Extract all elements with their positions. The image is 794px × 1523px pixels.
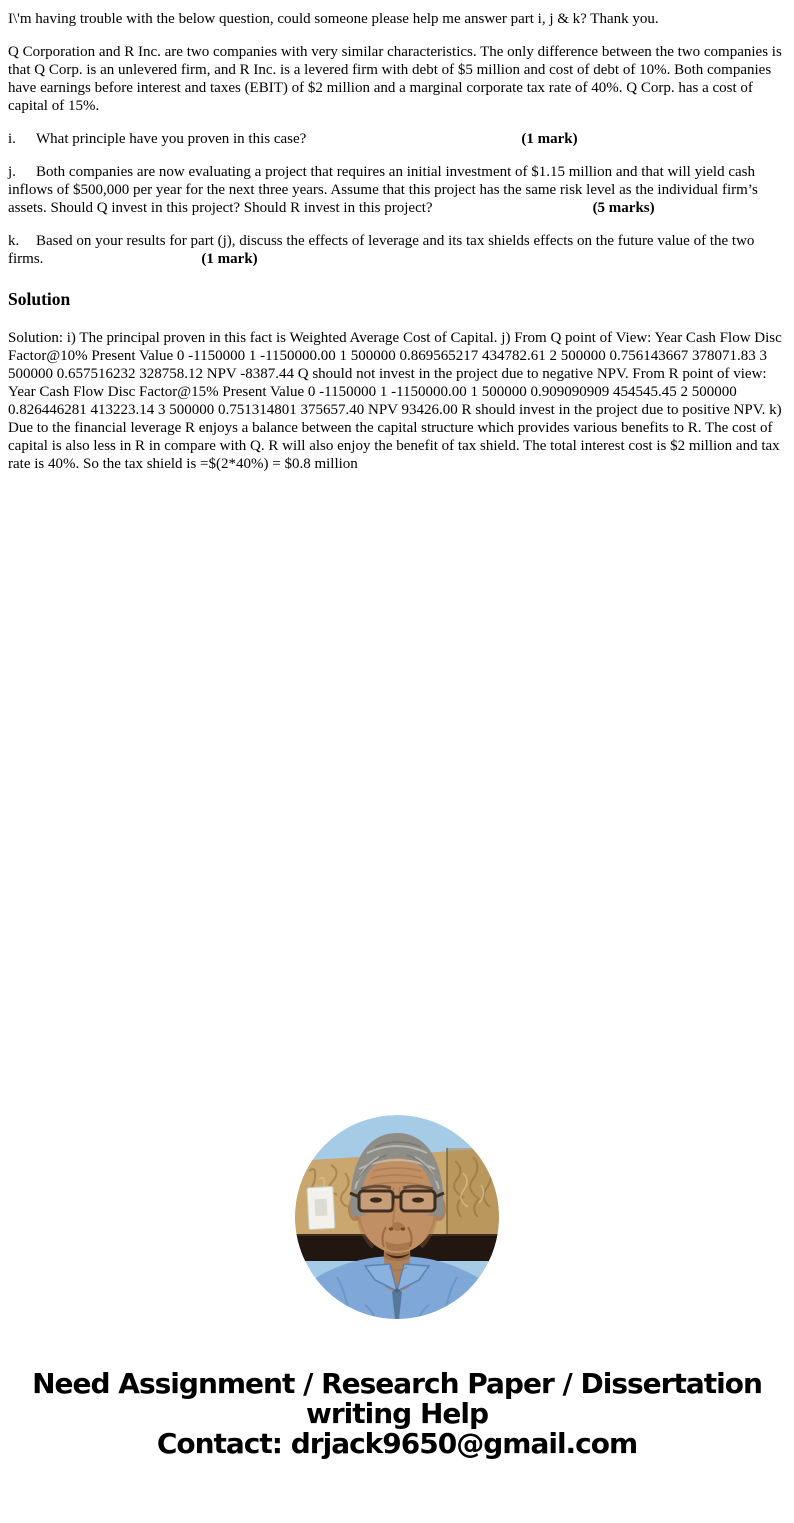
part-k-text: Based on your results for part (j), discuss the effects of leverage and its tax shields effects on the future value of the two firms. xyxy=(8,233,755,267)
part-j-label: j. xyxy=(8,164,16,180)
part-j-text: Both companies are now evaluating a project that requires an initial investment of $1.15 million and that will yield cash inflows of $500,000 per year for the next three years. Assume that this project has the same risk level as the individual firm’s assets. Should Q invest in this project? Should R invest in this project? xyxy=(8,164,758,216)
solution-body: Solution: i) The principal proven in this fact is Weighted Average Cost of Capital. j) From Q point of View: Year Cash Flow Disc Factor@10% Present Value 0 -1150000 1 -1150000.00 1 500000 0.869565217 434782.61 2 500000 0.756143667 378071.83 3 500000 0.657516232 328758.12 NPV -8387.44 Q should not invest in the project due to negative NPV. From R point of view: Year Cash Flow Disc Factor@15% Present Value 0 -1150000 1 -1150000.00 1 500000 0.909090909 454545.45 2 500000 0.826446281 413223.14 3 500000 0.751314801 375657.40 NPV 93426.00 R should invest in the project due to positive NPV. k) Due to the financial leverage R enjoys a balance between the capital structure which provides various benefits to R. The cost of capital is also less in R in compare with Q. R will also enjoy the benefit of tax shield. The total interest cost is $2 million and tax rate is 40%. So the tax shield is =$(2*40%) = $0.8 million xyxy=(8,330,782,472)
photo-switch-plate xyxy=(307,1186,335,1229)
part-i-label: i. xyxy=(8,131,16,147)
part-i-marks: (1 mark) xyxy=(521,131,578,147)
footer-heading-line-1: Need Assignment / Research Paper / Dissertation xyxy=(32,1367,762,1400)
marks-spacer xyxy=(43,262,201,263)
question-part-i xyxy=(8,130,786,148)
solution-heading: Solution xyxy=(8,289,71,309)
part-j-marks: (5 marks) xyxy=(592,200,655,216)
footer xyxy=(0,1369,794,1487)
part-i-text: What principle have you proven in this case? xyxy=(36,131,307,147)
question-part-k xyxy=(8,232,786,268)
profile-photo xyxy=(295,1115,499,1319)
profile-photo-illustration xyxy=(295,1115,499,1319)
question-part-j xyxy=(8,163,786,217)
blank-space xyxy=(0,1319,794,1369)
footer-contact: Contact: drjack9650@gmail.com xyxy=(156,1427,638,1460)
question-description: Q Corporation and R Inc. are two companies with very similar characteristics. The only difference between the two companies is that Q Corp. is an unlevered firm, and R Inc. is a levered firm with debt of $5 million and cost of debt of 10%. Both companies have earnings before interest and taxes (EBIT) of $2 million and a marginal corporate tax rate of 40%. Q Corp. has a cost of capital of 15%. xyxy=(8,44,782,114)
document-body xyxy=(0,10,794,473)
intro-paragraph: I\'m having trouble with the below question, could someone please help me answer part i, j & k? Thank you. xyxy=(8,11,659,27)
marks-spacer xyxy=(433,211,593,212)
part-k-marks: (1 mark) xyxy=(201,251,258,267)
footer-heading-line-2: writing Help xyxy=(305,1397,489,1430)
part-k-label: k. xyxy=(8,233,20,249)
marks-spacer xyxy=(306,142,521,143)
blank-space xyxy=(0,488,794,1115)
